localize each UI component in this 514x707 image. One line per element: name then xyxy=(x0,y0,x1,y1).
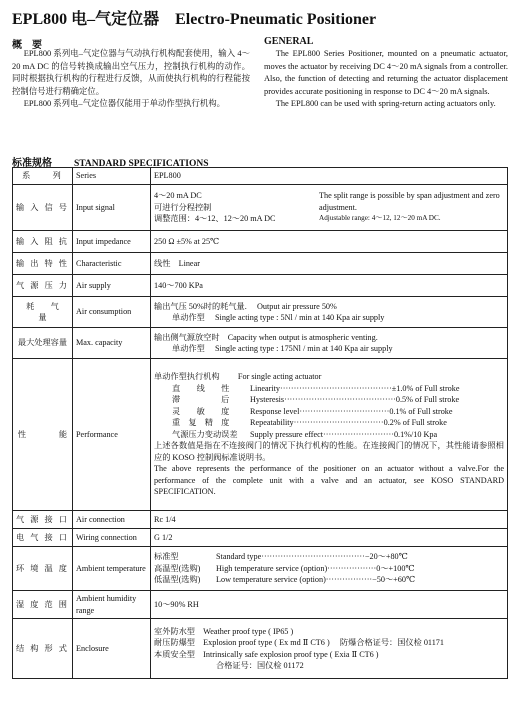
temp-row-cn: 低温型(选购) xyxy=(154,575,201,585)
temp-row-cn: 高温型(选购) xyxy=(154,563,201,573)
perf-row xyxy=(154,417,504,429)
max-capacity-l2: 单动作型 Single acting type : 175Nl / min at 140 Kpa air supply xyxy=(172,344,393,353)
ambient-temp-label-cn: 环 境 温 度 xyxy=(13,547,73,591)
input-signal-l2: 可进行分程控制 xyxy=(154,202,212,212)
row-wiring-connection xyxy=(13,529,508,547)
title-en: Electro-Pneumatic Positioner xyxy=(175,11,377,28)
input-signal-l3: 调整范围：4～12、12～20 mA DC xyxy=(154,214,276,224)
max-capacity-value xyxy=(151,328,508,359)
performance-label-en: Performance xyxy=(73,359,151,511)
overview-cn-para-2: EPL800 系列电–气定位器仅能用于单动作型执行机构。 xyxy=(23,99,225,109)
input-signal-label-cn: 输 入 信 号 xyxy=(13,185,73,231)
max-capacity-label-cn: 最大处理容量 xyxy=(13,328,73,359)
air-consumption-l1: 输出气压 50%时的耗气量. Output air pressure 50% xyxy=(154,301,337,311)
row-ambient-humidity xyxy=(13,591,508,619)
air-consumption-label-en: Air consumption xyxy=(73,297,151,328)
air-consumption-label-cn: 耗 气 量 xyxy=(13,297,73,328)
performance-note-en: The above represents the performance of the positioner on an actuator without a valve.For the performance of the complete unit with a valve and an actuator, see KOSO STANDARD SPECIFICATION. xyxy=(154,464,504,497)
perf-row xyxy=(154,406,504,418)
series-label-cn: 系 列 xyxy=(13,168,73,185)
air-connection-label-cn: 气 源 接 口 xyxy=(13,511,73,529)
specs-heading-en: STANDARD SPECIFICATIONS xyxy=(74,159,209,169)
input-signal-r1: The split range is possible by span adjustment and zero adjustment. xyxy=(319,191,500,212)
overview-heading-cn: 概 要 xyxy=(12,40,42,51)
temp-row xyxy=(154,563,504,575)
perf-row-text: Response level·································0.1% of Full stroke xyxy=(250,406,453,416)
air-connection-value: Rc 1/4 xyxy=(151,511,508,529)
air-connection-label-en: Air connection xyxy=(73,511,151,529)
series-value: EPL800 xyxy=(151,168,508,185)
overview-cn-para-1: EPL800 系列电–气定位器与气动执行机构配套使用，输入 4～20 mA DC 的信号转换成输出空气压力，控制执行机构的动作。同时根据执行机构的行程进行反馈，从而使执行机构的行程能按控制信号进行精确定位。 xyxy=(12,49,250,96)
input-signal-label-en: Input signal xyxy=(73,185,151,231)
temp-row-text: Low temperature service (option)·················−50～+60℃ xyxy=(216,575,416,585)
enclosure-l4: 合格证号：国仪检 01172 xyxy=(216,661,304,670)
air-supply-label-cn: 气 源 压 力 xyxy=(13,275,73,297)
ambient-temp-value xyxy=(151,547,508,591)
wiring-connection-label-en: Wiring connection xyxy=(73,529,151,547)
row-air-connection xyxy=(13,511,508,529)
row-performance xyxy=(13,359,508,511)
row-air-consumption xyxy=(13,297,508,328)
title-cn: EPL800 电–气定位器 xyxy=(12,11,160,28)
perf-row-cn: 重 复 精 度 xyxy=(172,418,230,428)
overview-cn xyxy=(12,48,250,111)
series-label-en: Series xyxy=(73,168,151,185)
max-capacity-label-en: Max. capacity xyxy=(73,328,151,359)
temp-row xyxy=(154,551,504,563)
specs-heading-cn: 标准规格 xyxy=(12,158,52,169)
row-input-impedance xyxy=(13,231,508,253)
row-max-capacity xyxy=(13,328,508,359)
overview-en-para-1: The EPL800 Series Positioner, mounted on a pneumatic actuator, moves the actuator by receiving DC 4～20 mA signals from a controller. Also, the function of detecting and returning the actuator displacement provides accurate positioning in response to DC 4～20 mA signals. xyxy=(264,49,508,96)
perf-row-cn: 滞 后 xyxy=(172,395,230,405)
perf-row-text: Supply pressure effect··························0.1%/10 Kpa xyxy=(250,429,438,439)
row-series xyxy=(13,168,508,185)
air-supply-label-en: Air supply xyxy=(73,275,151,297)
impedance-value: 250 Ω ±5% at 25℃ xyxy=(151,231,508,253)
temp-row-text: Standard type······································−20～+80℃ xyxy=(216,552,408,562)
perf-row-cn: 直 线 性 xyxy=(172,383,230,393)
overview-heading-en: GENERAL xyxy=(264,36,314,47)
overview-en xyxy=(264,48,508,111)
temp-row-cn: 标准型 xyxy=(154,552,179,562)
enclosure-label-cn: 结 构 形 式 xyxy=(13,619,73,679)
performance-value xyxy=(151,359,508,511)
row-enclosure xyxy=(13,619,508,679)
characteristic-label-en: Characteristic xyxy=(73,253,151,275)
ambient-temp-label-en: Ambient temperature xyxy=(73,547,151,591)
enclosure-label-en: Enclosure xyxy=(73,619,151,679)
perf-row-cn: 灵 敏 度 xyxy=(172,406,230,416)
row-input-signal xyxy=(13,185,508,231)
humidity-label-cn: 湿 度 范 围 xyxy=(13,591,73,619)
perf-row-text: Repeatability·································0.2% of Full stroke xyxy=(250,418,447,428)
performance-head: 单动作型执行机构 For single acting actuator xyxy=(154,372,322,382)
characteristic-value: 线性 Linear xyxy=(151,253,508,275)
input-signal-r3: Adjustable range: 4～12, 12～20 mA DC. xyxy=(319,214,441,223)
enclosure-l2: 耐压防爆型 Explosion proof type ( Ex md Ⅱ CT6 ) 防爆合格证号：国仪检 01171 xyxy=(154,638,444,647)
perf-row xyxy=(154,383,504,395)
enclosure-l3: 本质安全型 Intrinsically safe explosion proof type ( Exia Ⅱ CT6 ) xyxy=(154,649,379,659)
humidity-value: 10～90% RH xyxy=(151,591,508,619)
temp-row-text: High temperature service (option)··················0～+100℃ xyxy=(216,563,415,573)
impedance-label-en: Input impedance xyxy=(73,231,151,253)
row-air-supply xyxy=(13,275,508,297)
temp-row xyxy=(154,574,504,586)
wiring-connection-value: G 1/2 xyxy=(151,529,508,547)
wiring-connection-label-cn: 电 气 接 口 xyxy=(13,529,73,547)
overview-en-para-2: The EPL800 can be used with spring-return acting actuators only. xyxy=(275,99,496,109)
characteristic-label-cn: 输 出 特 性 xyxy=(13,253,73,275)
air-supply-value: 140～700 KPa xyxy=(151,275,508,297)
enclosure-l1: 室外防水型 Weather proof type ( IP65 ) xyxy=(154,626,294,636)
input-signal-l1: 4～20 mA DC xyxy=(154,191,202,201)
row-characteristic xyxy=(13,253,508,275)
impedance-label-cn: 输 入 阻 抗 xyxy=(13,231,73,253)
humidity-label-en: Ambient humidity range xyxy=(73,591,151,619)
perf-row-text: Linearity·········································±1.0% of Full stroke xyxy=(250,383,460,393)
performance-label-cn: 性 能 xyxy=(13,359,73,511)
perf-row-text: Hysteresis·········································0.5% of Full stroke xyxy=(250,395,460,405)
air-consumption-l2: 单动作型 Single acting type : 5Nl / min at 140 Kpa air supply xyxy=(172,313,385,322)
performance-note-cn: 上述各数值是指在不连接阀门的情况下执行机构的性能。在连接阀门的情况下，其性能请参照相应的 KOSO 控制阀标准说明书。 xyxy=(154,441,504,462)
perf-row xyxy=(154,429,504,441)
input-signal-value xyxy=(151,185,508,231)
row-ambient-temperature xyxy=(13,547,508,591)
perf-row xyxy=(154,394,504,406)
spec-table xyxy=(12,167,508,679)
perf-row-cn: 气源压力变动误差 xyxy=(172,429,238,439)
max-capacity-l1: 输出侧气源放空时 Capacity when output is atmospheric venting. xyxy=(154,332,378,342)
enclosure-value xyxy=(151,619,508,679)
page-title xyxy=(12,6,376,29)
air-consumption-value xyxy=(151,297,508,328)
